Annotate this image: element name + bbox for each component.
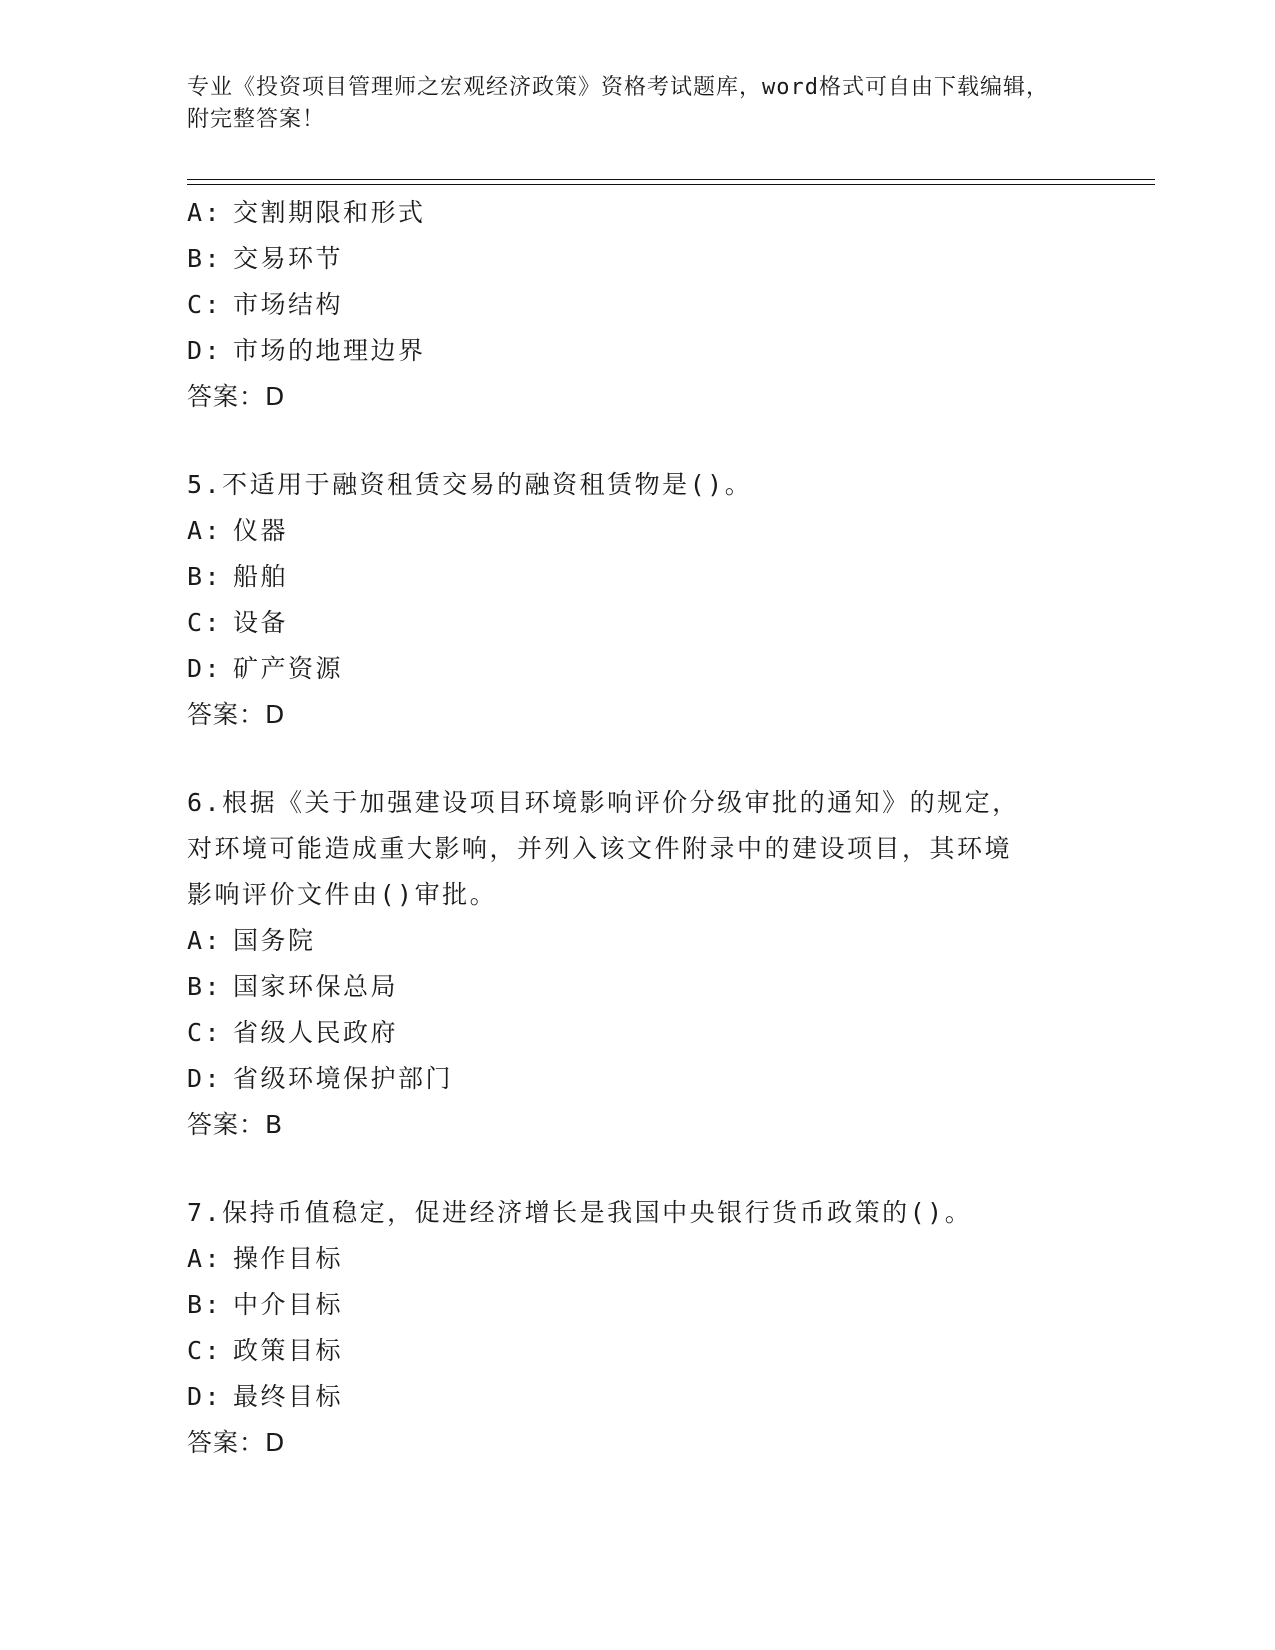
question-block-continued xyxy=(187,190,1087,420)
option-c: C: 市场结构 xyxy=(187,290,344,319)
question-block-7 xyxy=(187,1190,1087,1466)
question-block-6 xyxy=(187,780,1087,1148)
question-text-line-1: 6.根据《关于加强建设项目环境影响评价分级审批的通知》的规定， xyxy=(187,788,1020,817)
option-a: A: 仪器 xyxy=(187,516,289,545)
option-d: D: 最终目标 xyxy=(187,1382,344,1411)
answer-line: 答案：B xyxy=(187,1110,284,1139)
option-b: B: 中介目标 xyxy=(187,1290,344,1319)
option-c: C: 政策目标 xyxy=(187,1336,344,1365)
question-text: 5.不适用于融资租赁交易的融资租赁物是()。 xyxy=(187,470,753,499)
header-rule-top xyxy=(187,179,1155,180)
option-b: B: 国家环保总局 xyxy=(187,972,399,1001)
header-rule-bottom xyxy=(187,184,1155,185)
option-a: A: 国务院 xyxy=(187,926,316,955)
question-text-line-2: 对环境可能造成重大影响，并列入该文件附录中的建设项目，其环境 xyxy=(187,834,1013,863)
question-text-line-3: 影响评价文件由()审批。 xyxy=(187,880,498,909)
option-a: A: 交割期限和形式 xyxy=(187,198,426,227)
document-header: 专业《投资项目管理师之宏观经济政策》资格考试题库，word格式可自由下载编辑，附完整答案！ xyxy=(187,75,1049,132)
question-list xyxy=(187,190,1087,1466)
option-b: B: 船舶 xyxy=(187,562,289,591)
question-block-5 xyxy=(187,462,1087,738)
option-c: C: 设备 xyxy=(187,608,289,637)
question-text: 7.保持币值稳定，促进经济增长是我国中央银行货币政策的()。 xyxy=(187,1198,973,1227)
answer-line: 答案：D xyxy=(187,382,286,411)
answer-line: 答案：D xyxy=(187,1428,286,1457)
option-d: D: 市场的地理边界 xyxy=(187,336,426,365)
option-d: D: 矿产资源 xyxy=(187,654,344,683)
answer-line: 答案：D xyxy=(187,700,286,729)
option-d: D: 省级环境保护部门 xyxy=(187,1064,454,1093)
option-b: B: 交易环节 xyxy=(187,244,344,273)
option-a: A: 操作目标 xyxy=(187,1244,344,1273)
option-c: C: 省级人民政府 xyxy=(187,1018,399,1047)
